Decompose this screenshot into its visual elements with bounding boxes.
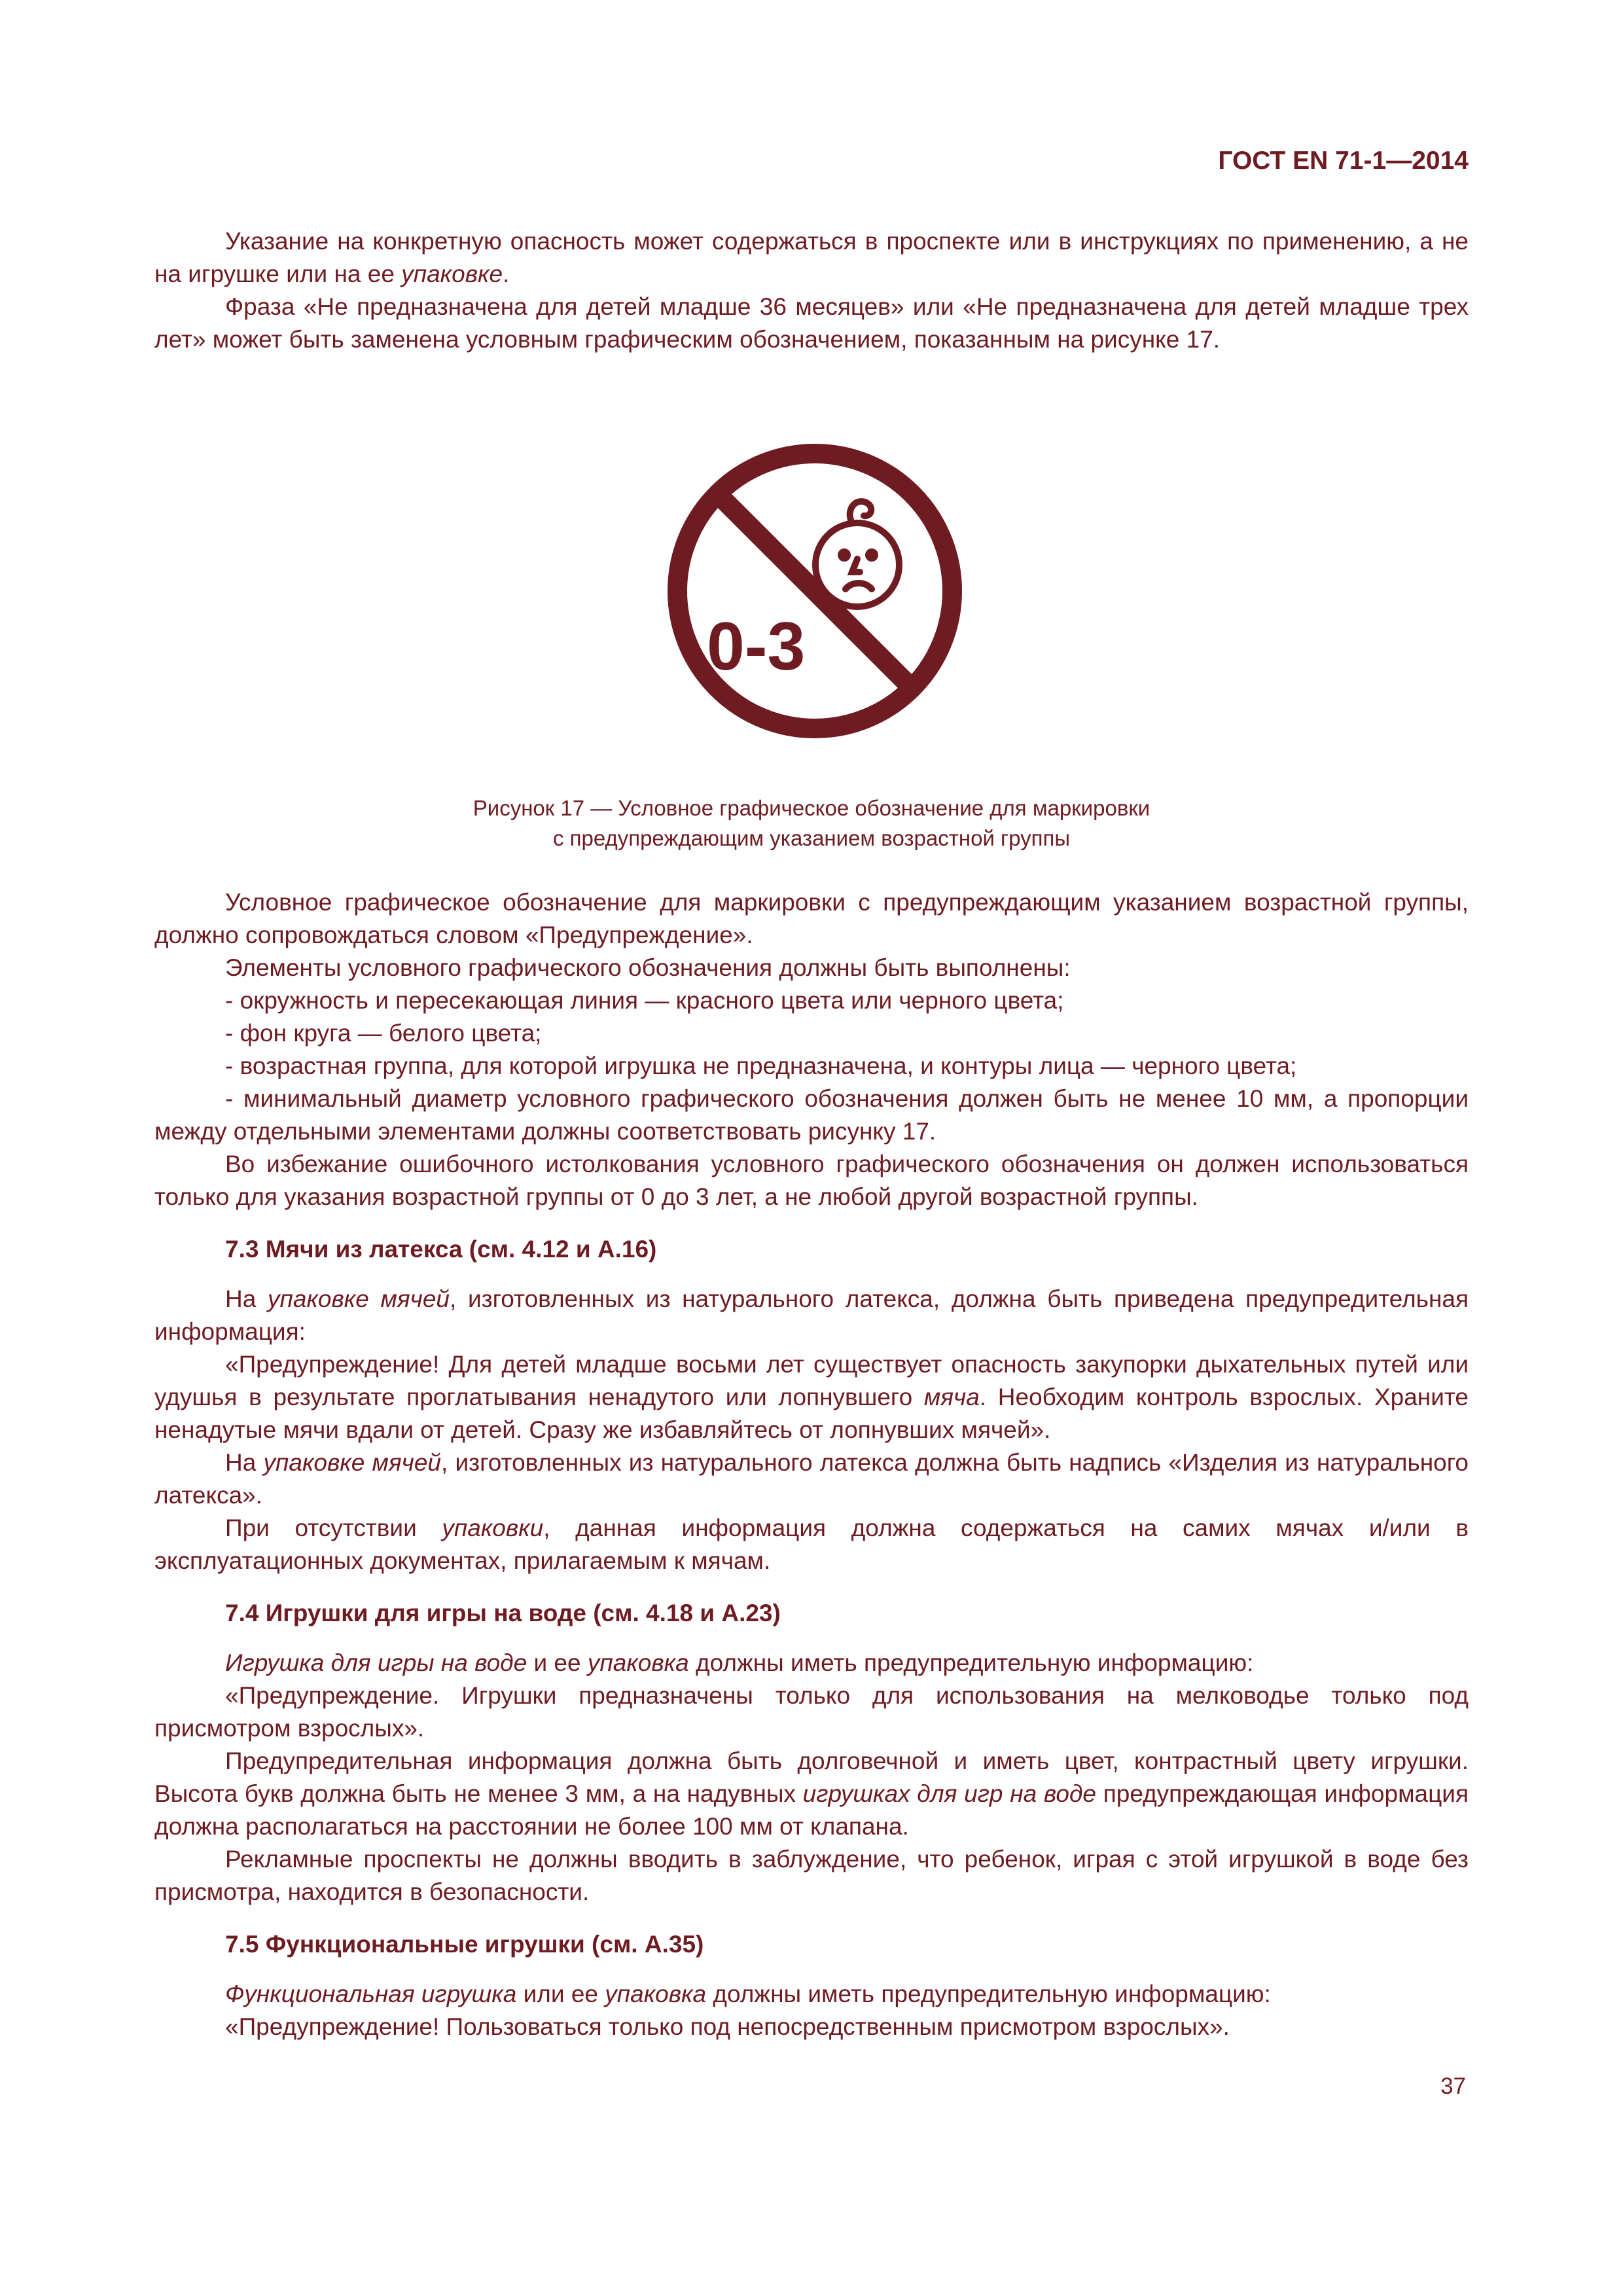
- section-7-4-paragraph-3: Предупредительная информация должна быть долговечной и иметь цвет, контрастный цвету игрушки. Высота букв должна быть не менее 3 мм, а на надувных игрушках для игр на воде предупреждающая информация должна располагаться на расстоянии не более 100 мм от клапана.: [154, 1748, 1469, 1840]
- section-heading-7-5: 7.5 Функциональные игрушки (см. А.35): [225, 1931, 704, 1958]
- section-7-3-paragraph-2: «Предупреждение! Для детей младше восьми лет существует опасность закупорки дыхательных путей или удушья в результате проглатывания ненадутого или лопнувшего мяча. Необходим контроль взрослых. Храните ненадутые мячи вдали от детей. Сразу же избавляйтесь от лопнувших мячей».: [154, 1351, 1469, 1443]
- page-number: 37: [1440, 2073, 1466, 2099]
- section-7-3-paragraph-4: При отсутствии упаковки, данная информация должна содержаться на самих мячах и/или в эксплуатационных документах, прилагаемым к мячам.: [154, 1515, 1469, 1574]
- body-block: [154, 886, 1469, 2043]
- list-item: - фон круга — белого цвета;: [225, 1020, 542, 1047]
- section-7-5-paragraph-1: Функциональная игрушка или ее упаковка должны иметь предупредительную информацию:: [225, 1981, 1271, 2007]
- symbol-paragraph-3: Во избежание ошибочного истолкования условного графического обозначения он должен использоваться только для указания возрастной группы от 0 до 3 лет, а не любой другой возрастной группы.: [154, 1151, 1469, 1210]
- document-header: ГОСТ EN 71-1—2014: [1218, 147, 1469, 175]
- section-7-4-paragraph-1: Игрушка для игры на воде и ее упаковка должны иметь предупредительную информацию:: [225, 1649, 1254, 1676]
- symbol-paragraph-1: Условное графическое обозначение для маркировки с предупреждающим указанием возрастной группы, должно сопровождаться словом «Предупреждение».: [154, 889, 1469, 948]
- list-item: - минимальный диаметр условного графического обозначения должен быть не менее 10 мм, а пропорции между отдельными элементами должны соответствовать рисунку 17.: [154, 1085, 1469, 1145]
- age-warning-symbol: [661, 437, 969, 745]
- section-7-4-paragraph-4: Рекламные проспекты не должны вводить в заблуждение, что ребенок, играя с этой игрушкой в воде без присмотра, находится в безопасности.: [154, 1846, 1469, 1905]
- list-item: - окружность и пересекающая линия — красного цвета или черного цвета;: [225, 987, 1064, 1014]
- intro-paragraph-1: Указание на конкретную опасность может содержаться в проспекте или в инструкциях по применению, а не на игрушке или на ее упаковке.: [154, 228, 1469, 287]
- section-7-3-paragraph-1: На упаковке мячей, изготовленных из натурального латекса, должна быть приведена предупредительная информация:: [154, 1285, 1469, 1345]
- age-range-label: 0-3: [707, 609, 806, 685]
- intro-paragraph-2: Фраза «Не предназначена для детей младше 36 месяцев» или «Не предназначена для детей младше трех лет» может быть заменена условным графическим обозначением, показанным на рисунке 17.: [154, 293, 1469, 353]
- section-7-3-paragraph-3: На упаковке мячей, изготовленных из натурального латекса должна быть надпись «Изделия из натурального латекса».: [154, 1449, 1469, 1509]
- section-7-4-paragraph-2: «Предупреждение. Игрушки предназначены только для использования на мелководье только под присмотром взрослых».: [154, 1682, 1469, 1742]
- section-heading-7-3: 7.3 Мячи из латекса (см. 4.12 и А.16): [225, 1236, 657, 1263]
- list-item: - возрастная группа, для которой игрушка не предназначена, и контуры лица — черного цвета;: [225, 1052, 1297, 1079]
- intro-block: [154, 225, 1469, 356]
- figure-caption: Рисунок 17 — Условное графическое обозначение для маркировки с предупреждающим указанием возрастной группы: [473, 796, 1150, 850]
- section-7-5-paragraph-2: «Предупреждение! Пользоваться только под непосредственным присмотром взрослых».: [225, 2013, 1230, 2040]
- symbol-paragraph-2: Элементы условного графического обозначения должны быть выполнены:: [225, 954, 1071, 981]
- section-heading-7-4: 7.4 Игрушки для игры на воде (см. 4.18 и А.23): [225, 1600, 781, 1626]
